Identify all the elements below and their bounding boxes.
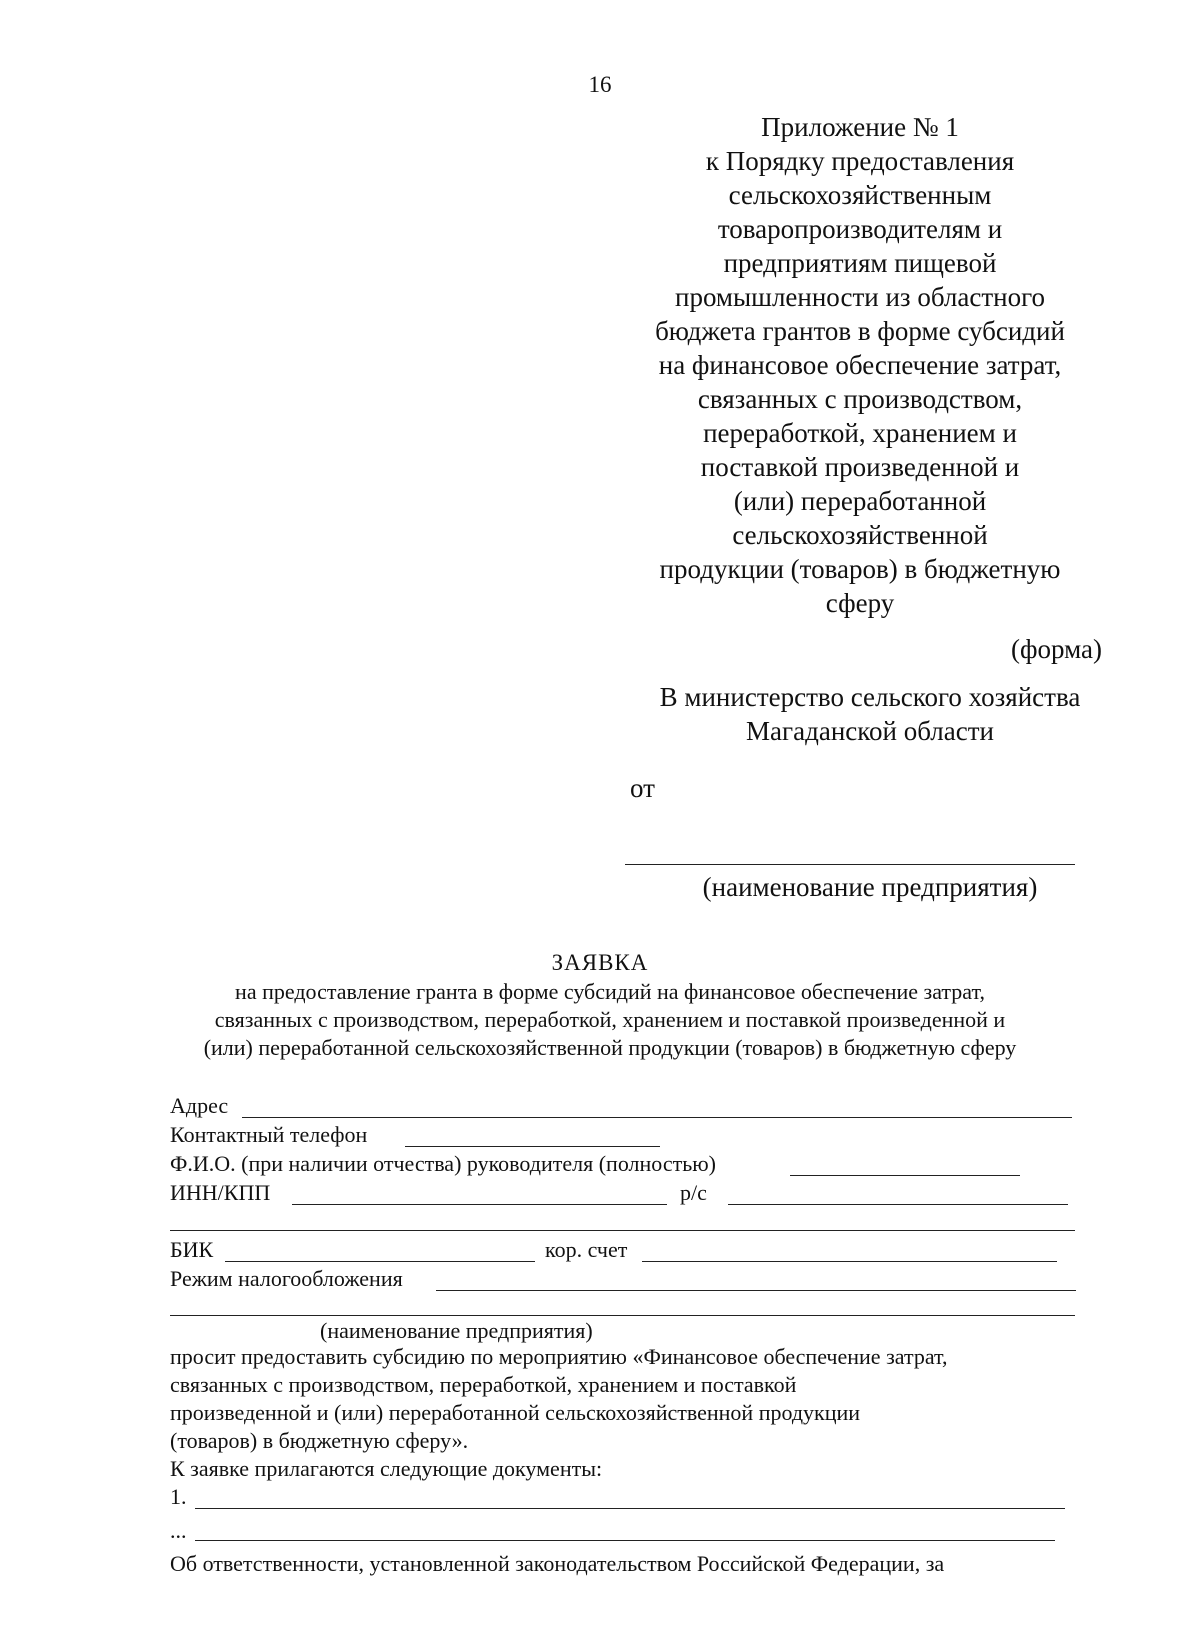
appendix-line: на финансовое обеспечение затрат, <box>658 350 1062 380</box>
appendix-line: Приложение № 1 <box>761 112 959 142</box>
phone-label: Контактный телефон <box>170 1122 368 1147</box>
appendix-line: сферу <box>825 588 895 618</box>
addressee-line-2: Магаданской области <box>746 716 994 746</box>
appendix-line: связанных с производством, <box>697 384 1023 414</box>
account-label: р/с <box>680 1180 707 1205</box>
request-line: просит предоставить субсидию по мероприятию «Финансовое обеспечение затрат, <box>170 1344 948 1369</box>
appendix-line: бюджета грантов в форме субсидий <box>655 316 1065 346</box>
subtitle-line: связанных с производством, переработкой, хранением и поставкой произведенной и <box>214 1007 1006 1032</box>
attachment-item-1-label: 1. <box>170 1484 187 1509</box>
phone-field[interactable] <box>405 1146 660 1147</box>
application-subtitle <box>130 978 1090 1062</box>
responsibility-line: Об ответственности, установленной законодательством Российской Федерации, за <box>170 1551 945 1576</box>
bik-label: БИК <box>170 1237 214 1262</box>
appendix-line: промышленности из областного <box>675 282 1045 312</box>
appendix-header <box>600 110 1120 620</box>
request-line-text: связанных с производством, переработкой, хранением и поставкой <box>170 1372 797 1397</box>
page-number: 16 <box>588 72 612 97</box>
tax-mode-label: Режим налогообложения <box>170 1266 403 1291</box>
attachment-item-more-field[interactable] <box>195 1540 1055 1541</box>
addressee-line-1: В министерство сельского хозяйства <box>659 682 1081 712</box>
appendix-line: к Порядку предоставления <box>705 146 1015 176</box>
application-title: ЗАЯВКА <box>551 950 649 975</box>
address-field[interactable] <box>242 1117 1072 1118</box>
address-label: Адрес <box>170 1093 229 1118</box>
appendix-line: поставкой произведенной и <box>700 452 1020 482</box>
bik-field[interactable] <box>225 1261 535 1262</box>
director-label: Ф.И.О. (при наличии отчества) руководителя (полностью) <box>170 1151 717 1176</box>
corr-account-field[interactable] <box>642 1261 1057 1262</box>
attachment-item-more-label: ... <box>170 1518 187 1543</box>
director-field[interactable] <box>790 1175 1020 1176</box>
inn-kpp-label: ИНН/КПП <box>170 1180 271 1205</box>
attachment-item-1-field[interactable] <box>195 1508 1065 1509</box>
appendix-line: продукции (товаров) в бюджетную <box>659 554 1061 584</box>
appendix-line: переработкой, хранением и <box>703 418 1017 448</box>
attachments-label: К заявке прилагаются следующие документы: <box>170 1456 603 1481</box>
company-name-line[interactable] <box>625 864 1075 865</box>
from-label: от <box>630 773 655 803</box>
company-name-field[interactable] <box>170 1315 1075 1316</box>
appendix-line: (или) переработанной <box>733 486 987 516</box>
subtitle-line: (или) переработанной сельскохозяйственной продукции (товаров) в бюджетную сферу <box>203 1035 1017 1060</box>
appendix-line: сельскохозяйственным <box>728 180 992 210</box>
request-line: (товаров) в бюджетную сферу». <box>170 1428 469 1453</box>
account-continuation-field[interactable] <box>170 1230 1075 1231</box>
appendix-line: сельскохозяйственной <box>732 520 988 550</box>
subtitle-line: на предоставление гранта в форме субсидий на финансовое обеспечение затрат, <box>235 979 985 1004</box>
company-name-caption: (наименование предприятия) <box>702 872 1038 902</box>
tax-mode-field[interactable] <box>436 1290 1076 1291</box>
account-field[interactable] <box>728 1204 1068 1205</box>
appendix-line: товаропроизводителям и <box>717 214 1003 244</box>
request-line <box>170 1371 970 1399</box>
form-label: (форма) <box>1011 634 1102 664</box>
company-name-caption-2: (наименование предприятия) <box>320 1318 593 1343</box>
inn-kpp-field[interactable] <box>292 1204 667 1205</box>
corr-account-label: кор. счет <box>545 1237 628 1262</box>
request-paragraph <box>170 1343 1060 1483</box>
request-line: произведенной и (или) переработанной сельскохозяйственной продукции <box>170 1400 861 1425</box>
addressee <box>620 680 1120 748</box>
appendix-line: предприятиям пищевой <box>723 248 997 278</box>
